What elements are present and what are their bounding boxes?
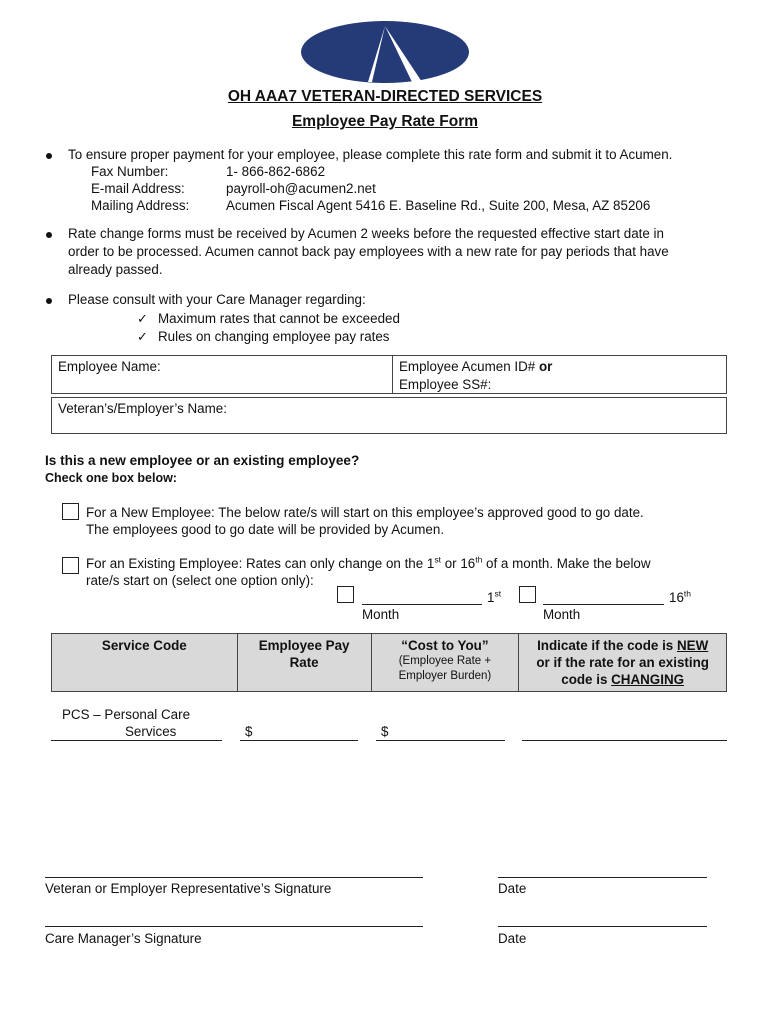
or-label: or: [538, 359, 553, 374]
form-title: OH AAA7 VETERAN-DIRECTED SERVICES: [227, 88, 543, 105]
first-of-month-checkbox[interactable]: [337, 586, 354, 603]
cost-to-you-input[interactable]: [376, 740, 505, 741]
service-code-line: [51, 740, 222, 741]
month-label: Month: [543, 607, 581, 622]
rate-change-text: Rate change forms must be received by Acumen 2 weeks before the requested effective start date in: [68, 226, 664, 241]
consult-text: Please consult with your Care Manager regarding:: [68, 292, 366, 307]
service-code-value: PCS – Personal Care: [62, 707, 191, 722]
existing-employee-text: For an Existing Employee: Rates can only change on the 1st or 16th of a month. Make the below: [86, 554, 651, 571]
intro-text: To ensure proper payment for your employee, please complete this rate form and submit it to Acumen.: [68, 147, 673, 162]
email-value: payroll-oh@acumen2.net: [226, 181, 376, 196]
ss-label: Employee SS#:: [399, 376, 492, 392]
consult-item: Rules on changing employee pay rates: [158, 329, 390, 344]
bullet-icon: [46, 153, 52, 159]
month-label: Month: [362, 607, 400, 622]
new-or-changing-input[interactable]: [522, 740, 727, 741]
existing-employee-checkbox[interactable]: [62, 557, 79, 574]
employee-name-field[interactable]: [58, 358, 383, 390]
veteran-name-label: Veteran’s/Employer’s Name:: [58, 401, 227, 416]
consult-item: Maximum rates that cannot be exceeded: [158, 311, 400, 326]
existing-employee-text: rate/s start on (select one option only):: [86, 573, 314, 588]
acumen-logo: [300, 20, 470, 84]
sixteenth-of-month-label: 16th: [669, 588, 691, 605]
acumen-id-label: Employee Acumen ID#: [399, 359, 536, 374]
question-title: Is this a new employee or an existing employee?: [45, 453, 360, 468]
rate-change-text: already passed.: [68, 262, 163, 277]
form-subtitle: Employee Pay Rate Form: [291, 113, 479, 130]
new-employee-text: For a New Employee: The below rate/s will start on this employee’s approved good to go date.: [86, 505, 644, 520]
service-code-value: Services: [125, 724, 177, 739]
veteran-date-line[interactable]: [498, 877, 707, 878]
service-code-header: Service Code: [52, 634, 238, 692]
rate-change-text: order to be processed. Acumen cannot back pay employees with a new rate for pay periods that have: [68, 244, 669, 259]
fax-value: 1- 866-862-6862: [226, 164, 326, 179]
sixteenth-month-line[interactable]: [543, 604, 664, 605]
employee-name-label: Employee Name:: [58, 359, 161, 374]
mailing-value: Acumen Fiscal Agent 5416 E. Baseline Rd., Suite 200, Mesa, AZ 85206: [226, 198, 651, 213]
fax-label: Fax Number:: [91, 164, 169, 179]
new-employee-checkbox[interactable]: [62, 503, 79, 520]
care-manager-date-line[interactable]: [498, 926, 707, 927]
new-employee-text: The employees good to go date will be provided by Acumen.: [86, 522, 445, 537]
employee-id-field[interactable]: [399, 358, 719, 392]
care-manager-date-label: Date: [498, 931, 527, 946]
bullet-icon: [46, 232, 52, 238]
mailing-label: Mailing Address:: [91, 198, 190, 213]
first-month-line[interactable]: [362, 604, 482, 605]
veteran-signature-label: Veteran or Employer Representative’s Signature: [45, 881, 332, 896]
checkmark-icon: ✓: [137, 329, 148, 344]
veteran-signature-line[interactable]: [45, 877, 423, 878]
service-code-table: [51, 633, 727, 692]
pay-rate-header: Employee Pay Rate: [237, 634, 371, 692]
new-or-changing-header: Indicate if the code is NEW or if the rate for an existing code is CHANGING: [519, 634, 727, 692]
veteran-date-label: Date: [498, 881, 527, 896]
question-instruction: Check one box below:: [45, 471, 177, 485]
checkmark-icon: ✓: [137, 311, 148, 326]
cost-to-you-header: “Cost to You” (Employee Rate + Employer Burden): [371, 634, 519, 692]
care-manager-signature-label: Care Manager’s Signature: [45, 931, 202, 946]
email-label: E-mail Address:: [91, 181, 185, 196]
care-manager-signature-line[interactable]: [45, 926, 423, 927]
dollar-sign: $: [245, 724, 253, 739]
pay-rate-input[interactable]: [240, 740, 358, 741]
dollar-sign: $: [381, 724, 389, 739]
bullet-icon: [46, 298, 52, 304]
sixteenth-of-month-checkbox[interactable]: [519, 586, 536, 603]
divider: [392, 355, 393, 394]
first-of-month-label: 1st: [487, 588, 502, 605]
